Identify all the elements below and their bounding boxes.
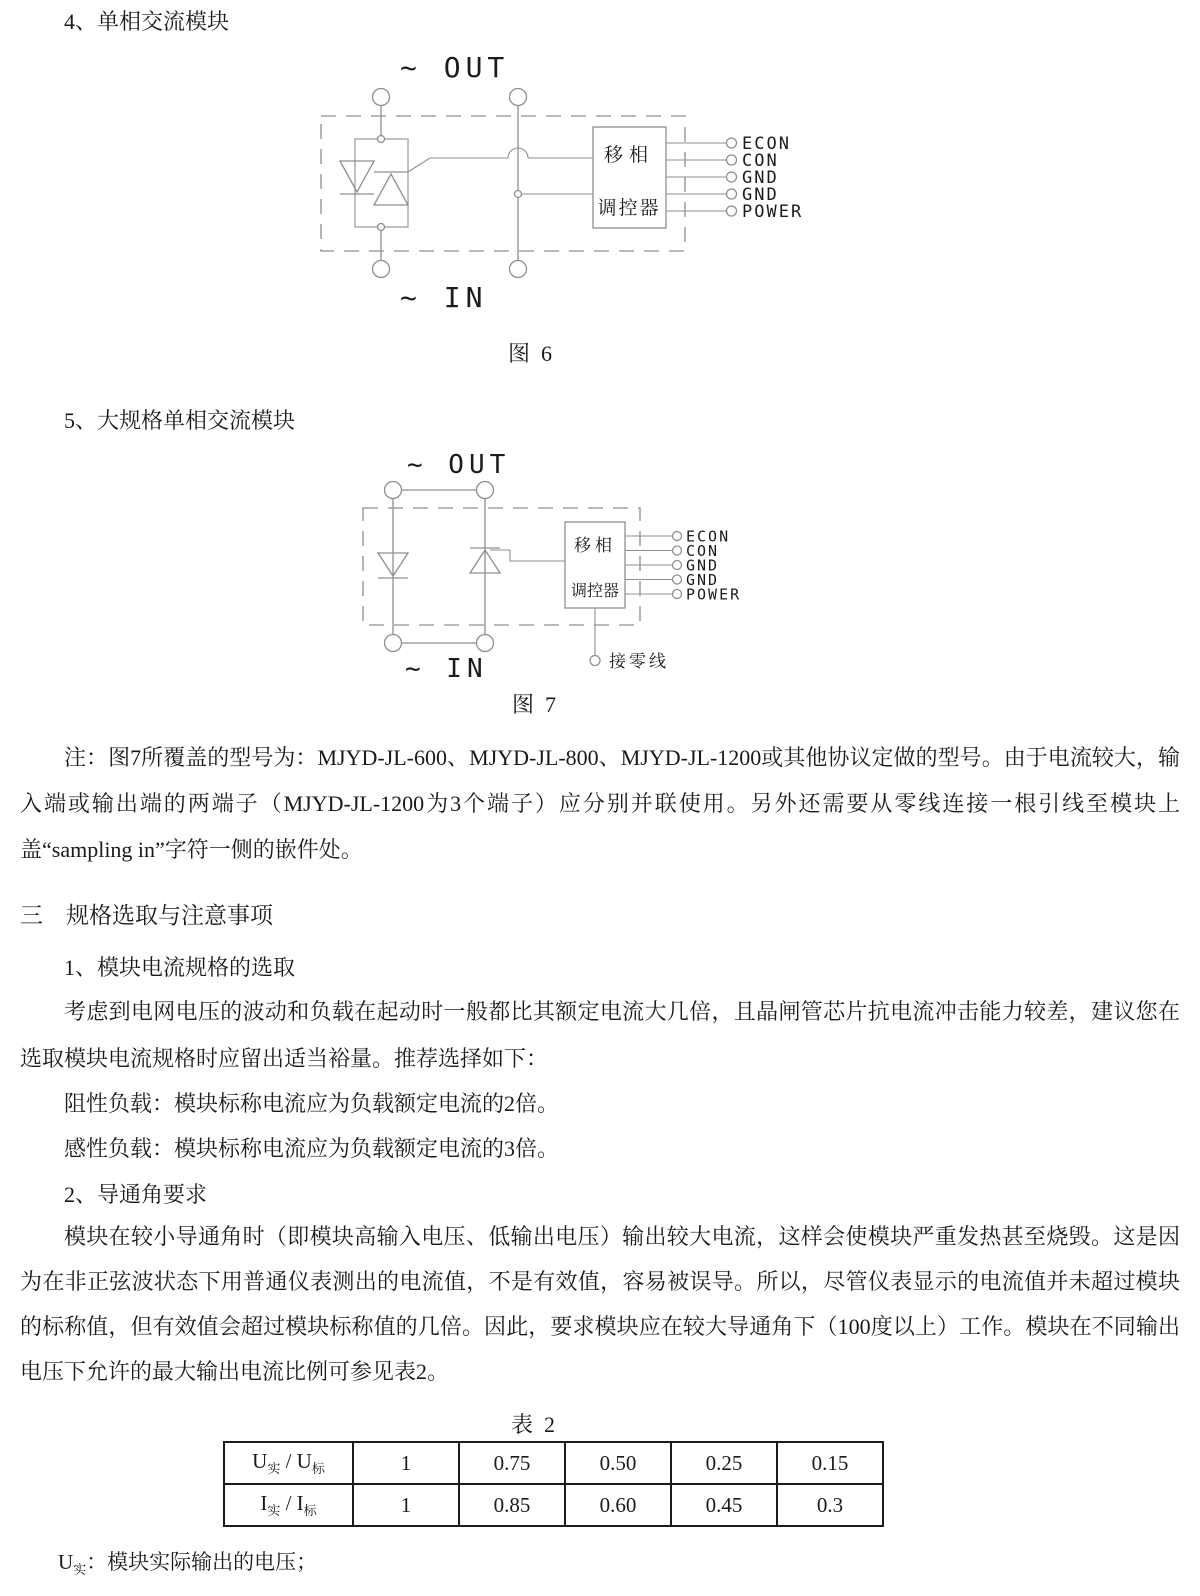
footnote-u-actual: $U_实$：模块实际输出的电压；: [58, 1550, 318, 1578]
controller-label-line2: 调控器: [597, 198, 661, 219]
neutral-label: 接零线: [609, 652, 669, 671]
heading-section-4: 4、单相交流模块: [64, 9, 230, 34]
pin-label-gnd2: GND: [742, 185, 779, 205]
cell-value: 0.3: [777, 1484, 883, 1526]
cell-value: 0.60: [565, 1484, 671, 1526]
pin-label-gnd1: GND: [742, 168, 779, 188]
node: [378, 136, 385, 143]
pin-label-gnd2: GND: [686, 571, 720, 589]
module-outline-dashed: [321, 116, 685, 251]
terminal-in-right: [510, 261, 527, 278]
table-2: [223, 1441, 884, 1527]
row-header-voltage-ratio: $U_实 / U_标$: [224, 1442, 353, 1484]
terminal-in-left: [373, 261, 390, 278]
line-inductive-load: 感性负载：模块标称电流应为负载额定电流的3倍。: [64, 1136, 560, 1161]
controller-label-line1: 移相: [574, 536, 616, 555]
pin-label-con: CON: [686, 542, 720, 560]
terminal-out-left: [373, 89, 390, 106]
terminal-out-right: [510, 89, 527, 106]
cell-value: 1: [353, 1442, 459, 1484]
pin-label-gnd1: GND: [686, 556, 720, 575]
cell-value: 0.50: [565, 1442, 671, 1484]
thyristor-block: [355, 139, 408, 227]
cell-value: 0.75: [459, 1442, 565, 1484]
row-header-current-ratio: $I_实 / I_标$: [224, 1484, 353, 1526]
controller-pins: [666, 134, 803, 222]
controller-label-line1: 移相: [603, 145, 655, 166]
paragraph-current-rating: 考虑到电网电压的波动和负载在起动时一般都比其额定电流大几倍，且晶闸管芯片抗电流冲击能力较差，建议您在选取模块电流规格时应留出适当裕量。推荐选择如下：: [20, 999, 1180, 1071]
pin-label-power: POWER: [686, 585, 742, 604]
figure7-large-single-phase-ac-module-diagram: [330, 443, 780, 683]
note-paragraph: 注：图7所覆盖的型号为：MJYD-JL-600、MJYD-JL-800、MJYD-JL-1200或其他协议定做的型号。由于电流较大，输入端或输出端的两端子（MJYD-JL-1200为3个端子）应分别并联使用。另外还需要从零线连接一根引线至模块上盖“sampling in”字符一侧的嵌件处。: [20, 745, 1180, 862]
cell-value: 0.85: [459, 1484, 565, 1526]
pin-label-power: POWER: [742, 202, 804, 222]
heading-sub-1: 1、模块电流规格的选取: [64, 955, 296, 980]
terminal-out-right: [477, 482, 494, 499]
heading-sub-2: 2、导通角要求: [64, 1182, 208, 1207]
terminal-in-left: [385, 635, 402, 652]
pin-label-con: CON: [742, 151, 779, 171]
terminal-out-left: [385, 482, 402, 499]
cell-value: 0.15: [777, 1442, 883, 1484]
node: [378, 224, 385, 231]
controller-label-line2: 调控器: [570, 583, 620, 600]
table-row-current-ratio: [224, 1484, 883, 1526]
figure6-caption: 图 6: [508, 341, 553, 366]
node: [515, 191, 522, 198]
heading-section-3: 三 规格选取与注意事项: [20, 903, 273, 928]
figure7-in-label: ~ IN: [405, 654, 488, 683]
table-row-voltage-ratio: [224, 1442, 883, 1484]
cell-value: 0.25: [671, 1442, 777, 1484]
neutral-terminal: [590, 656, 600, 666]
gate-wire: [490, 550, 565, 561]
figure6-in-label: ~ IN: [400, 281, 488, 314]
pin-label-econ: ECON: [686, 527, 731, 546]
paragraph-conduction-angle: 模块在较小导通角时（即模块高输入电压、低输出电压）输出较大电流，这样会使模块严重发热甚至烧毁。这是因为在非正弦波状态下用普通仪表测出的电流值，不是有效值，容易被误导。所以，尽管仪表显示的电流值并未超过模块的标称值，但有效值会超过模块标称值的几倍。因此，要求模块应在较大导通角下（100度以上）工作。模块在不同输出电压下允许的最大输出电流比例可参见表2。: [20, 1224, 1180, 1384]
terminal-in-right: [477, 635, 494, 652]
table2-caption: 表 2: [511, 1412, 556, 1437]
controller-pins: [625, 528, 741, 604]
figure7-out-label: ~ OUT: [407, 450, 511, 480]
gate-wire: [408, 158, 430, 172]
cell-value: 0.45: [671, 1484, 777, 1526]
antiparallel-thyristor-pair: [340, 161, 408, 205]
heading-section-5: 5、大规格单相交流模块: [64, 408, 296, 433]
pin-label-econ: ECON: [742, 134, 791, 154]
cell-value: 1: [353, 1484, 459, 1526]
figure6-single-phase-ac-module-diagram: [300, 45, 810, 320]
figure7-caption: 图 7: [512, 692, 557, 717]
line-resistive-load: 阻性负载：模块标称电流应为负载额定电流的2倍。: [64, 1091, 560, 1116]
figure6-out-label: ~ OUT: [400, 51, 510, 84]
